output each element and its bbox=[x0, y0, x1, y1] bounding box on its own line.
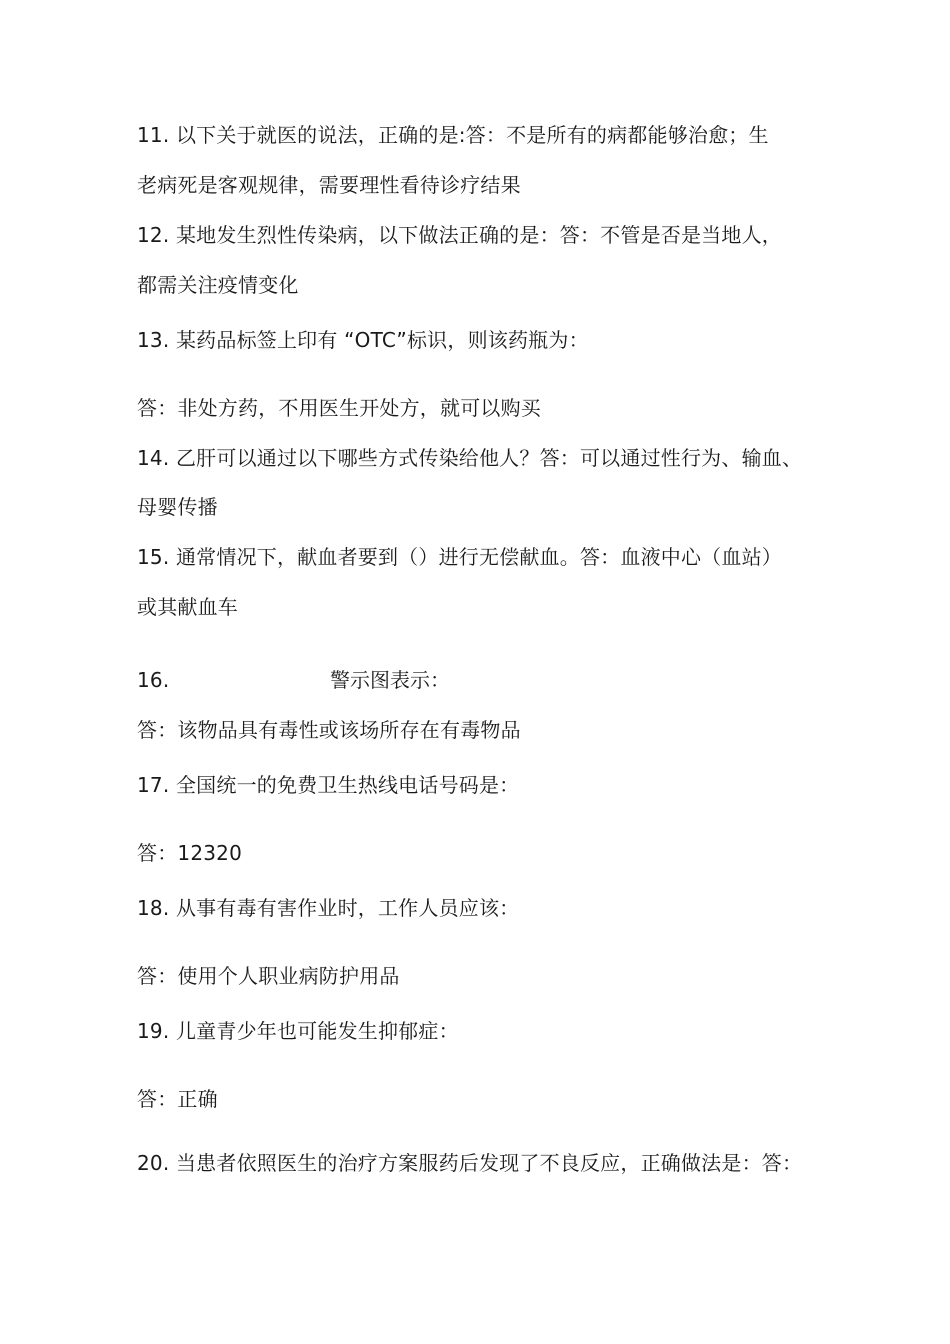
q14-line-2: 母婴传播 bbox=[137, 495, 218, 519]
q14-line-1: 14. 乙肝可以通过以下哪些方式传染给他人？答：可以通过性行为、输血、 bbox=[137, 446, 803, 470]
q12-line-1: 12. 某地发生烈性传染病，以下做法正确的是：答：不管是否是当地人， bbox=[137, 223, 782, 247]
q13-question: 13. 某药品标签上印有 “OTC”标识，则该药瓶为： bbox=[137, 328, 589, 352]
q18-answer: 答：使用个人职业病防护用品 bbox=[137, 964, 400, 988]
q17-question: 17. 全国统一的免费卫生热线电话号码是： bbox=[137, 773, 520, 797]
q15-line-1: 15. 通常情况下，献血者要到（）进行无偿献血。答：血液中心（血站） bbox=[137, 545, 782, 569]
q15-line-2: 或其献血车 bbox=[137, 595, 238, 619]
q16-answer: 答：该物品具有毒性或该场所存在有毒物品 bbox=[137, 718, 521, 742]
q19-answer: 答：正确 bbox=[137, 1087, 218, 1111]
q16-number: 16. bbox=[137, 668, 170, 692]
q13-answer: 答：非处方药，不用医生开处方，就可以购买 bbox=[137, 396, 541, 420]
q19-question: 19. 儿童青少年也可能发生抑郁症： bbox=[137, 1019, 459, 1043]
q16-question: 警示图表示： bbox=[330, 668, 450, 692]
q11-line-1: 11. 以下关于就医的说法，正确的是:答：不是所有的病都能够治愈；生 bbox=[137, 123, 769, 147]
q12-line-2: 都需关注疫情变化 bbox=[137, 273, 299, 297]
q18-question: 18. 从事有毒有害作业时，工作人员应该： bbox=[137, 896, 520, 920]
q11-line-2: 老病死是客观规律，需要理性看待诊疗结果 bbox=[137, 173, 521, 197]
q17-answer: 答：12320 bbox=[137, 841, 243, 865]
q20-question: 20. 当患者依照医生的治疗方案服药后发现了不良反应，正确做法是：答： bbox=[137, 1151, 803, 1175]
